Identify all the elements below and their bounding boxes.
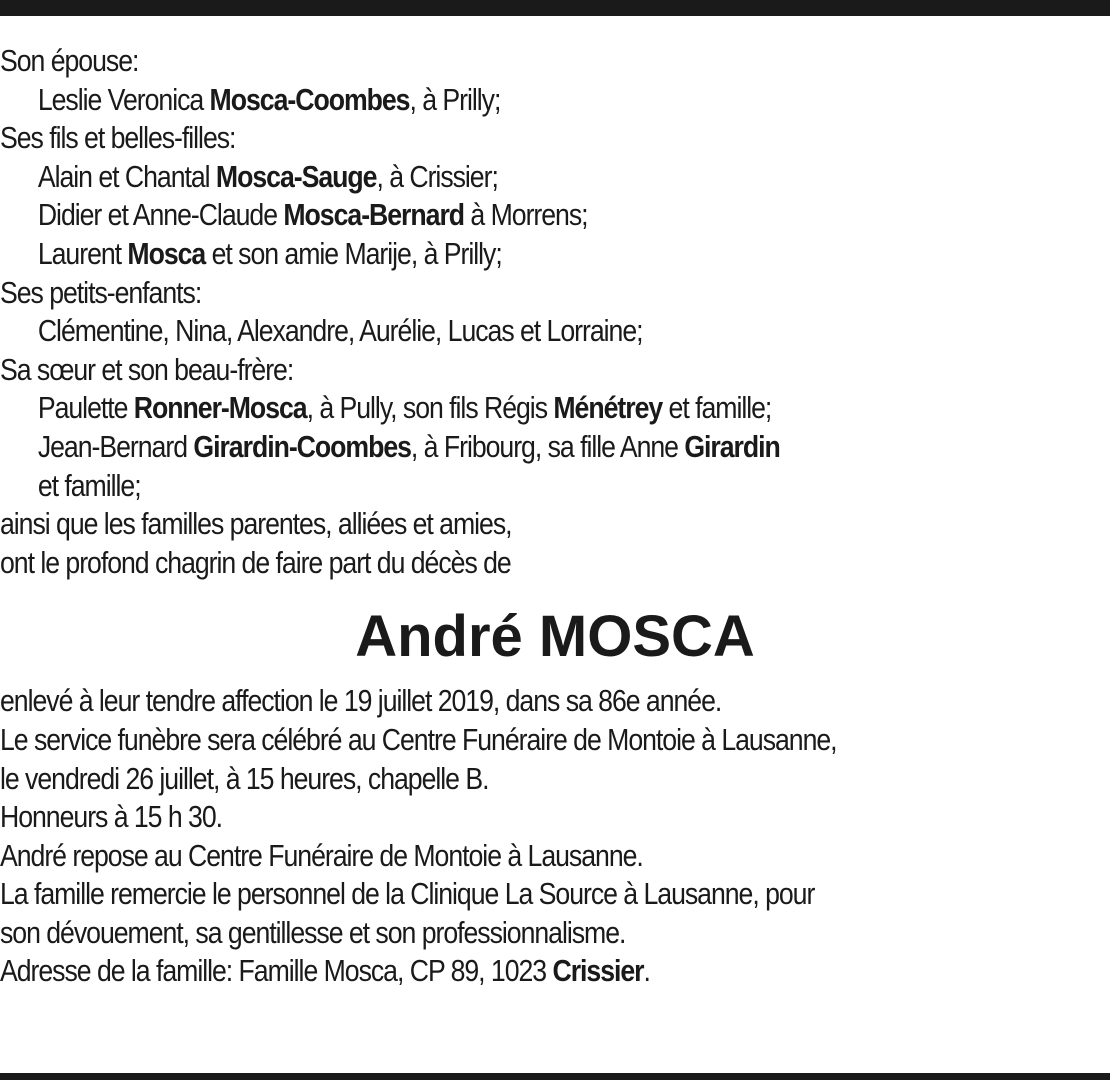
- family-heading-spouse: Son épouse:: [0, 43, 139, 78]
- family-member-line: Leslie Veronica Mosca-Coombes, à Prilly;: [37, 81, 501, 117]
- bottom-rule: [0, 1073, 1110, 1080]
- family-member-line: Jean-Bernard Girardin-Coombes, à Fribourg, sa fille Anne Girardin: [37, 428, 780, 464]
- family-heading-grandchildren: Ses petits-enfants:: [0, 274, 202, 310]
- family-member-line: et famille;: [37, 467, 141, 503]
- detail-line: Le service funèbre sera célébré au Centre Funéraire de Montoie à Lausanne,: [0, 721, 837, 757]
- family-member-line: Paulette Ronner-Mosca, à Pully, son fils Régis Ménétrey et famille;: [37, 390, 772, 426]
- detail-line: son dévouement, sa gentillesse et son professionnalisme.: [0, 914, 626, 950]
- family-member-line: Didier et Anne-Claude Mosca-Bernard à Morrens;: [37, 197, 588, 233]
- detail-line: La famille remercie le personnel de la Clinique La Source à Lausanne, pour: [0, 876, 815, 912]
- family-member-line: Laurent Mosca et son amie Marije, à Prilly;: [37, 235, 502, 271]
- detail-line: enlevé à leur tendre affection le 19 juillet 2019, dans sa 86e année.: [0, 683, 722, 719]
- family-member-line: Alain et Chantal Mosca-Sauge, à Crissier;: [37, 158, 498, 194]
- family-member-line: Clémentine, Nina, Alexandre, Aurélie, Lucas et Lorraine;: [37, 313, 643, 349]
- family-address: Adresse de la famille: Famille Mosca, CP 89, 1023 Crissier.: [0, 953, 650, 989]
- deceased-name: André MOSCA: [355, 604, 755, 670]
- detail-line: Honneurs à 15 h 30.: [0, 799, 222, 835]
- obituary-notice: [0, 42, 1110, 991]
- relatives-line: ainsi que les familles parentes, alliées et amies,: [0, 506, 512, 542]
- detail-line: André repose au Centre Funéraire de Montoie à Lausanne.: [0, 837, 643, 873]
- family-heading-siblings: Sa sœur et son beau-frère:: [0, 351, 294, 387]
- top-rule: [0, 0, 1110, 16]
- announcement-line: ont le profond chagrin de faire part du décès de: [0, 544, 511, 580]
- family-heading-sons: Ses fils et belles-filles:: [0, 120, 236, 156]
- detail-line: le vendredi 26 juillet, à 15 heures, chapelle B.: [0, 760, 489, 796]
